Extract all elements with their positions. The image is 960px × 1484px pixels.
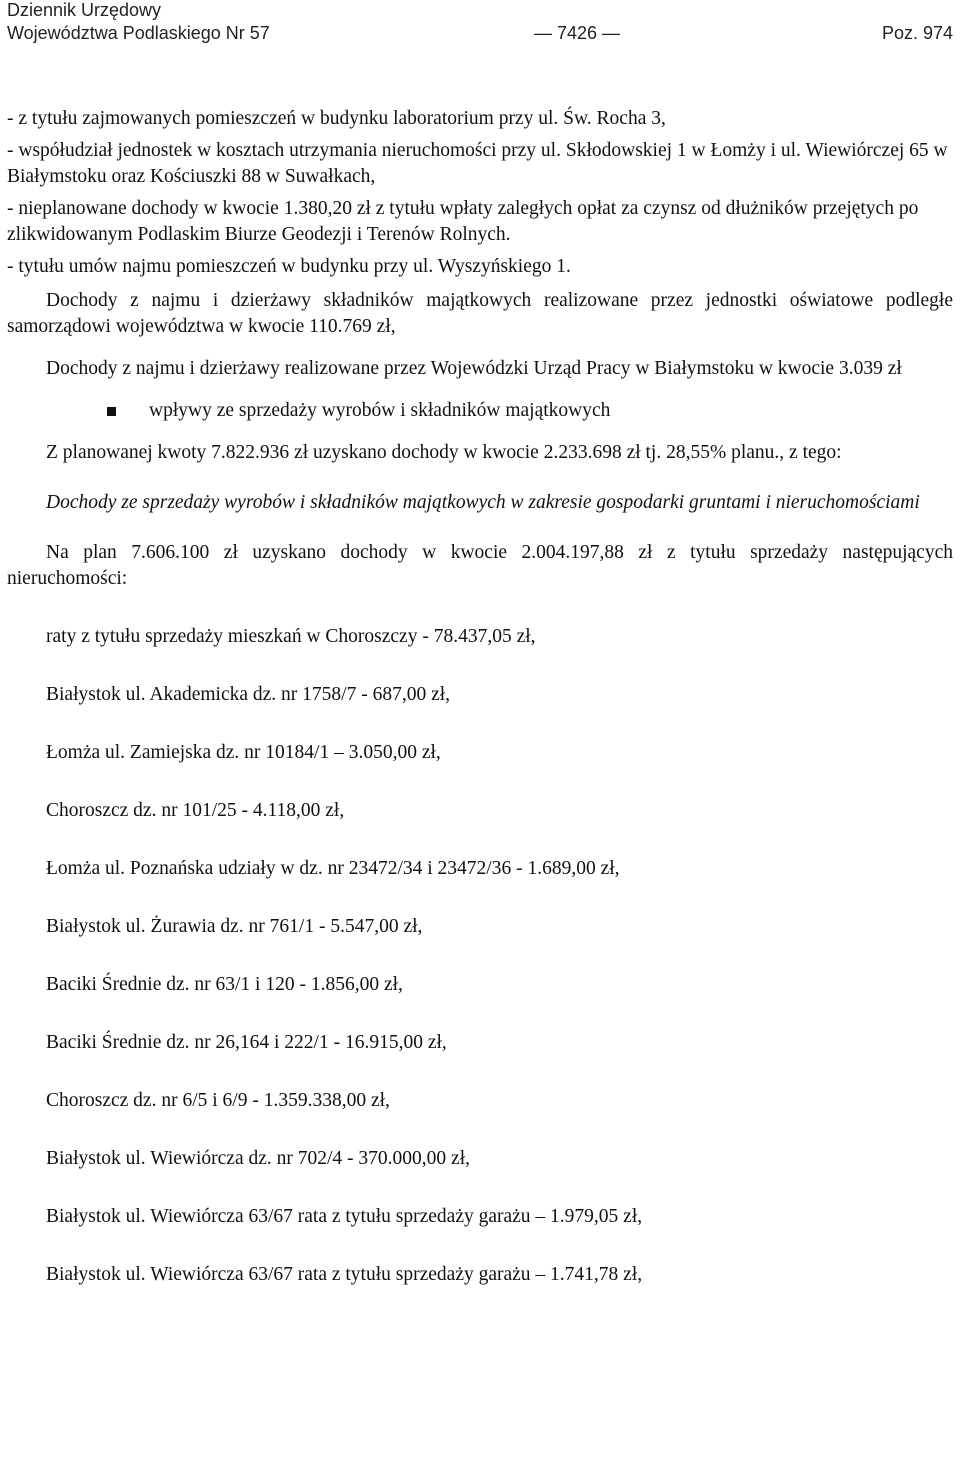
paragraph-na-plan: Na plan 7.606.100 zł uzyskano dochody w kwocie 2.004.197,88 zł z tytułu sprzedaży następujących nieruchomości:: [7, 542, 953, 589]
paragraph-rocha: - z tytułu zajmowanych pomieszczeń w budynku laboratorium przy ul. Św. Rocha 3,: [7, 108, 666, 129]
list-item: Łomża ul. Zamiejska dz. nr 10184/1 – 3.050,00 zł,: [46, 742, 441, 763]
bullet-square-icon: [107, 407, 116, 416]
document-body: [7, 106, 953, 1320]
list-item: Białystok ul. Wiewiórcza 63/67 rata z tytułu sprzedaży garażu – 1.741,78 zł,: [46, 1264, 643, 1285]
page-number: — 7426 —: [534, 23, 621, 43]
list-item: Łomża ul. Poznańska udziały w dz. nr 23472/34 i 23472/36 - 1.689,00 zł,: [46, 858, 620, 879]
position-number: Poz. 974: [881, 23, 953, 43]
list-item: Białystok ul. Wiewiórcza 63/67 rata z tytułu sprzedaży garażu – 1.979,05 zł,: [46, 1206, 643, 1227]
paragraph-dochody-oswiatowe: Dochody z najmu i dzierżawy składników majątkowych realizowane przez jednostki oświatowe podległe samorządowi województwa w kwocie 110.769 zł,: [7, 290, 953, 337]
bullet-item-sprzedaz: [7, 398, 953, 424]
paragraph-umowy-najmu: - tytułu umów najmu pomieszczeń w budynku przy ul. Wyszyńskiego 1.: [7, 256, 571, 277]
list-item: Białystok ul. Wiewiórcza dz. nr 702/4 - 370.000,00 zł,: [46, 1148, 470, 1169]
list-item: Choroszcz dz. nr 6/5 i 6/9 - 1.359.338,00 zł,: [46, 1090, 390, 1111]
paragraph-plan-kwoty: Z planowanej kwoty 7.822.936 zł uzyskano dochody w kwocie 2.233.698 zł tj. 28,55% planu., z tego:: [46, 442, 842, 463]
list-item: Baciki Średnie dz. nr 26,164 i 222/1 - 16.915,00 zł,: [46, 1032, 447, 1053]
paragraph-gospodarka-gruntami: Dochody ze sprzedaży wyrobów i składników majątkowych w zakresie gospodarki gruntami i nieruchomościami: [46, 492, 920, 513]
journal-subtitle: Województwa Podlaskiego Nr 57: [7, 23, 270, 43]
list-item: Baciki Średnie dz. nr 63/1 i 120 - 1.856,00 zł,: [46, 974, 403, 995]
bullet-item-label: wpływy ze sprzedaży wyrobów i składników majątkowych: [149, 400, 611, 421]
list-item: Choroszcz dz. nr 101/25 - 4.118,00 zł,: [46, 800, 345, 821]
list-item: Białystok ul. Żurawia dz. nr 761/1 - 5.547,00 zł,: [46, 916, 423, 937]
paragraph-wspoludzial: - współudział jednostek w kosztach utrzymania nieruchomości przy ul. Skłodowskiej 1 w Łomży i ul. Wiewiórczej 65 w Białymstoku oraz Kościuszki 88 w Suwałkach,: [7, 140, 948, 187]
paragraph-nieplanowane: - nieplanowane dochody w kwocie 1.380,20 zł z tytułu wpłaty zaległych opłat za czynsz od dłużników przejętych po zlikwidowanym Podlaskim Biurze Geodezji i Terenów Rolnych.: [7, 198, 919, 245]
list-item: raty z tytułu sprzedaży mieszkań w Choroszczy - 78.437,05 zł,: [46, 626, 536, 647]
property-list: [7, 624, 953, 1288]
paragraph-dochody-wup: Dochody z najmu i dzierżawy realizowane przez Wojewódzki Urząd Pracy w Białymstoku w kwocie 3.039 zł: [46, 358, 902, 379]
list-item: Białystok ul. Akademicka dz. nr 1758/7 - 687,00 zł,: [46, 684, 451, 705]
journal-title: Dziennik Urzędowy: [7, 0, 162, 20]
